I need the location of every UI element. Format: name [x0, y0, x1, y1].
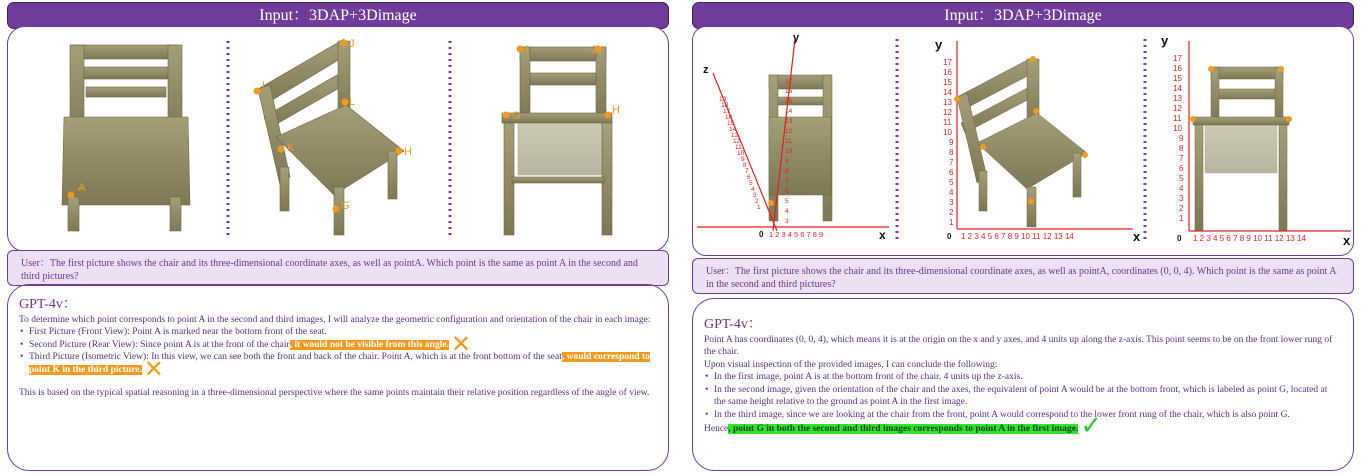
svg-text:5: 5: [949, 178, 954, 187]
svg-text:1 2 3 4 5 6 7 8 9 10 11 12 13: 1 2 3 4 5 6 7 8 9 10 11 12 13 14: [961, 232, 1074, 241]
svg-text:11: 11: [943, 118, 952, 127]
svg-text:8: 8: [743, 162, 747, 169]
svg-text:H: H: [404, 146, 412, 158]
svg-text:14: 14: [1173, 84, 1182, 93]
chair-isometric-axes: [957, 57, 1087, 227]
svg-text:17: 17: [1173, 54, 1182, 63]
svg-text:17: 17: [723, 108, 731, 115]
svg-text:12: 12: [943, 108, 952, 117]
gpt-title: GPT-4v：: [704, 317, 762, 332]
svg-text:11: 11: [785, 138, 792, 145]
svg-text:16: 16: [725, 114, 733, 121]
svg-text:J: J: [591, 44, 597, 56]
check-icon: ✓: [1080, 411, 1103, 441]
list-item: • In the first image, point A is at the bottom front of the chair, 4 units up the z-axis.: [704, 371, 1341, 384]
svg-text:K: K: [287, 142, 295, 154]
svg-text:4: 4: [785, 208, 789, 215]
svg-text:14: 14: [729, 126, 737, 133]
svg-text:10: 10: [737, 150, 745, 157]
list-item: • First Picture (Front View): Point A is marked near the bottom front of the seat.: [19, 326, 656, 339]
gpt-title: GPT-4v：: [19, 297, 77, 312]
svg-text:x: x: [1133, 229, 1141, 244]
list-item: • Second Picture (Rear View): Since point A is at the front of the chair, it would not be visible from this angle.✕: [19, 339, 656, 352]
svg-text:6: 6: [949, 168, 954, 177]
svg-text:13: 13: [943, 98, 952, 107]
svg-text:6: 6: [1179, 164, 1184, 173]
svg-text:17: 17: [785, 78, 793, 85]
svg-text:12: 12: [1173, 104, 1182, 113]
svg-text:y: y: [793, 32, 800, 44]
svg-text:9: 9: [785, 158, 789, 165]
svg-text:G: G: [341, 200, 350, 212]
svg-text:5: 5: [1179, 174, 1184, 183]
svg-text:17: 17: [943, 58, 952, 67]
svg-text:1 2 3 4 5 6 7 8 9 10 11 12 13: 1 2 3 4 5 6 7 8 9 10 11 12 13 14: [1193, 234, 1306, 243]
svg-text:y: y: [1161, 33, 1169, 48]
list-item: • In the third image, since we are looking at the chair from the front, point A would correspond to the lower front rung of the chair, which is also point G.: [704, 409, 1341, 422]
svg-text:J: J: [349, 38, 355, 50]
chair-3d-axes: [769, 75, 832, 221]
svg-text:3: 3: [785, 218, 789, 225]
svg-text:7: 7: [1179, 154, 1184, 163]
svg-text:10: 10: [1173, 124, 1182, 133]
svg-text:16: 16: [943, 68, 952, 77]
chair-isometric-view: [258, 39, 404, 235]
svg-text:9: 9: [741, 156, 745, 163]
chair-rear-view: [62, 45, 190, 231]
outro-text: This is based on the typical spatial reasoning in a three-dimensional perspective where the same points maintain their relative position regardless of the angle of view.: [19, 388, 650, 398]
svg-text:9: 9: [1179, 134, 1184, 143]
highlight-wrong: , it would not be visible from this angle.: [289, 339, 449, 350]
svg-text:8: 8: [785, 168, 789, 175]
svg-text:7: 7: [745, 168, 749, 175]
svg-text:y: y: [935, 37, 943, 52]
svg-text:2: 2: [755, 198, 759, 205]
svg-text:0: 0: [1177, 234, 1182, 243]
svg-text:15: 15: [1173, 74, 1182, 83]
svg-text:0: 0: [947, 232, 952, 241]
svg-text:11: 11: [1173, 114, 1182, 123]
right-gpt-response: [692, 298, 1354, 471]
svg-text:7: 7: [785, 178, 789, 185]
svg-text:5: 5: [749, 180, 753, 187]
p2-text: Upon visual inspection of the provided images, I can conclude the following:: [704, 359, 998, 370]
svg-text:3: 3: [949, 198, 954, 207]
svg-text:5: 5: [785, 198, 789, 205]
svg-text:15: 15: [785, 98, 793, 105]
svg-text:8: 8: [1179, 144, 1184, 153]
cross-icon: ✕: [143, 354, 164, 383]
svg-text:4: 4: [949, 188, 954, 197]
list-item: • In the second image, given the orientation of the chair and the axes, the equivalent of point A would be at the bottom front, which is labeled as point G, located at the same height relative to the ground as point A in the first image.: [704, 384, 1341, 409]
svg-text:1: 1: [949, 218, 954, 227]
chair-front-axes: [1193, 67, 1289, 231]
conclusion-text: Hence, point G in both the second and third images corresponds to point A in the first image.✓: [704, 411, 1103, 441]
svg-text:15: 15: [727, 120, 735, 127]
right-chair-illustrations: [693, 27, 1353, 255]
svg-text:4: 4: [751, 186, 755, 193]
svg-text:7: 7: [949, 158, 954, 167]
right-image-box: [692, 26, 1354, 256]
highlight-wrong: , would correspond to point K in the third picture.: [29, 352, 650, 375]
left-user-prompt: User：The first picture shows the chair and its three-dimensional coordinate axes, as well as pointA. Which point is the same as point A in the second and third pictures?: [7, 250, 669, 286]
right-panel: [688, 0, 1358, 475]
svg-text:I: I: [262, 80, 266, 92]
svg-text:14: 14: [943, 88, 952, 97]
svg-text:1: 1: [757, 204, 761, 211]
svg-text:1 2 3 4 5 6 7 8 9: 1 2 3 4 5 6 7 8 9: [769, 230, 824, 239]
intro-text: Point A has coordinates (0, 0, 4), which means it is at the origin on the x and y axes, and 4 units up along the z-axis. This point seems to be on the front lower rung of the chair.: [704, 334, 1333, 357]
svg-text:12: 12: [733, 138, 741, 145]
svg-text:11: 11: [735, 144, 742, 151]
right-header: Input：3DAP+3Dimage: [692, 2, 1354, 29]
svg-text:8: 8: [949, 148, 954, 157]
chair-front-view: [502, 47, 612, 235]
svg-text:0: 0: [759, 230, 764, 239]
left-gpt-response: [7, 284, 669, 471]
bullet-list: [19, 326, 656, 383]
svg-text:9: 9: [949, 138, 954, 147]
svg-text:G: G: [512, 110, 521, 122]
svg-text:3: 3: [753, 192, 757, 199]
svg-text:14: 14: [785, 108, 793, 115]
highlight-correct: , point G in both the second and third images corresponds to point A in the first image.: [728, 424, 1079, 434]
svg-text:18: 18: [721, 102, 729, 109]
left-panel: [3, 0, 673, 475]
svg-text:2: 2: [1179, 204, 1184, 213]
svg-text:10: 10: [785, 148, 793, 155]
left-chair-illustrations: [8, 27, 668, 251]
svg-text:H: H: [612, 104, 620, 116]
svg-text:13: 13: [1173, 94, 1182, 103]
svg-text:13: 13: [731, 132, 739, 139]
svg-text:2: 2: [949, 208, 954, 217]
svg-text:4: 4: [1179, 184, 1184, 193]
svg-text:12: 12: [785, 128, 793, 135]
list-item: • Third Picture (Isometric View): In this view, we can see both the front and back of the chair. Point A, which is at the front bottom of the seat, would correspond to point K in the third picture.✕: [19, 351, 656, 376]
svg-text:16: 16: [1173, 64, 1182, 73]
svg-text:3: 3: [1179, 194, 1184, 203]
svg-text:10: 10: [943, 128, 952, 137]
svg-text:z: z: [703, 64, 709, 76]
svg-text:6: 6: [747, 174, 751, 181]
intro-text: To determine which point corresponds to point A in the second and third images, I will analyze the geometric configuration and orientation of the chair in each image:: [19, 314, 651, 325]
svg-text:x: x: [1343, 233, 1351, 248]
cross-icon: ✕: [450, 329, 472, 358]
bullet-list: [704, 371, 1341, 421]
svg-text:6: 6: [785, 188, 789, 195]
left-image-box: [7, 26, 669, 252]
right-user-prompt: User：The first picture shows the chair and its three-dimensional coordinate axes, as well as pointA, coordinates (0, 0, 4). Which point is the same as point A in the second and third pictures?: [692, 258, 1354, 294]
svg-text:16: 16: [785, 88, 793, 95]
svg-text:1: 1: [1179, 214, 1184, 223]
svg-text:15: 15: [943, 78, 952, 87]
svg-text:13: 13: [785, 118, 793, 125]
svg-text:x: x: [879, 228, 886, 242]
left-header: Input：3DAP+3Dimage: [7, 2, 669, 29]
svg-text:I: I: [526, 44, 530, 56]
svg-text:L: L: [349, 96, 356, 108]
svg-text:19: 19: [719, 96, 727, 103]
label-a: A: [78, 182, 86, 194]
